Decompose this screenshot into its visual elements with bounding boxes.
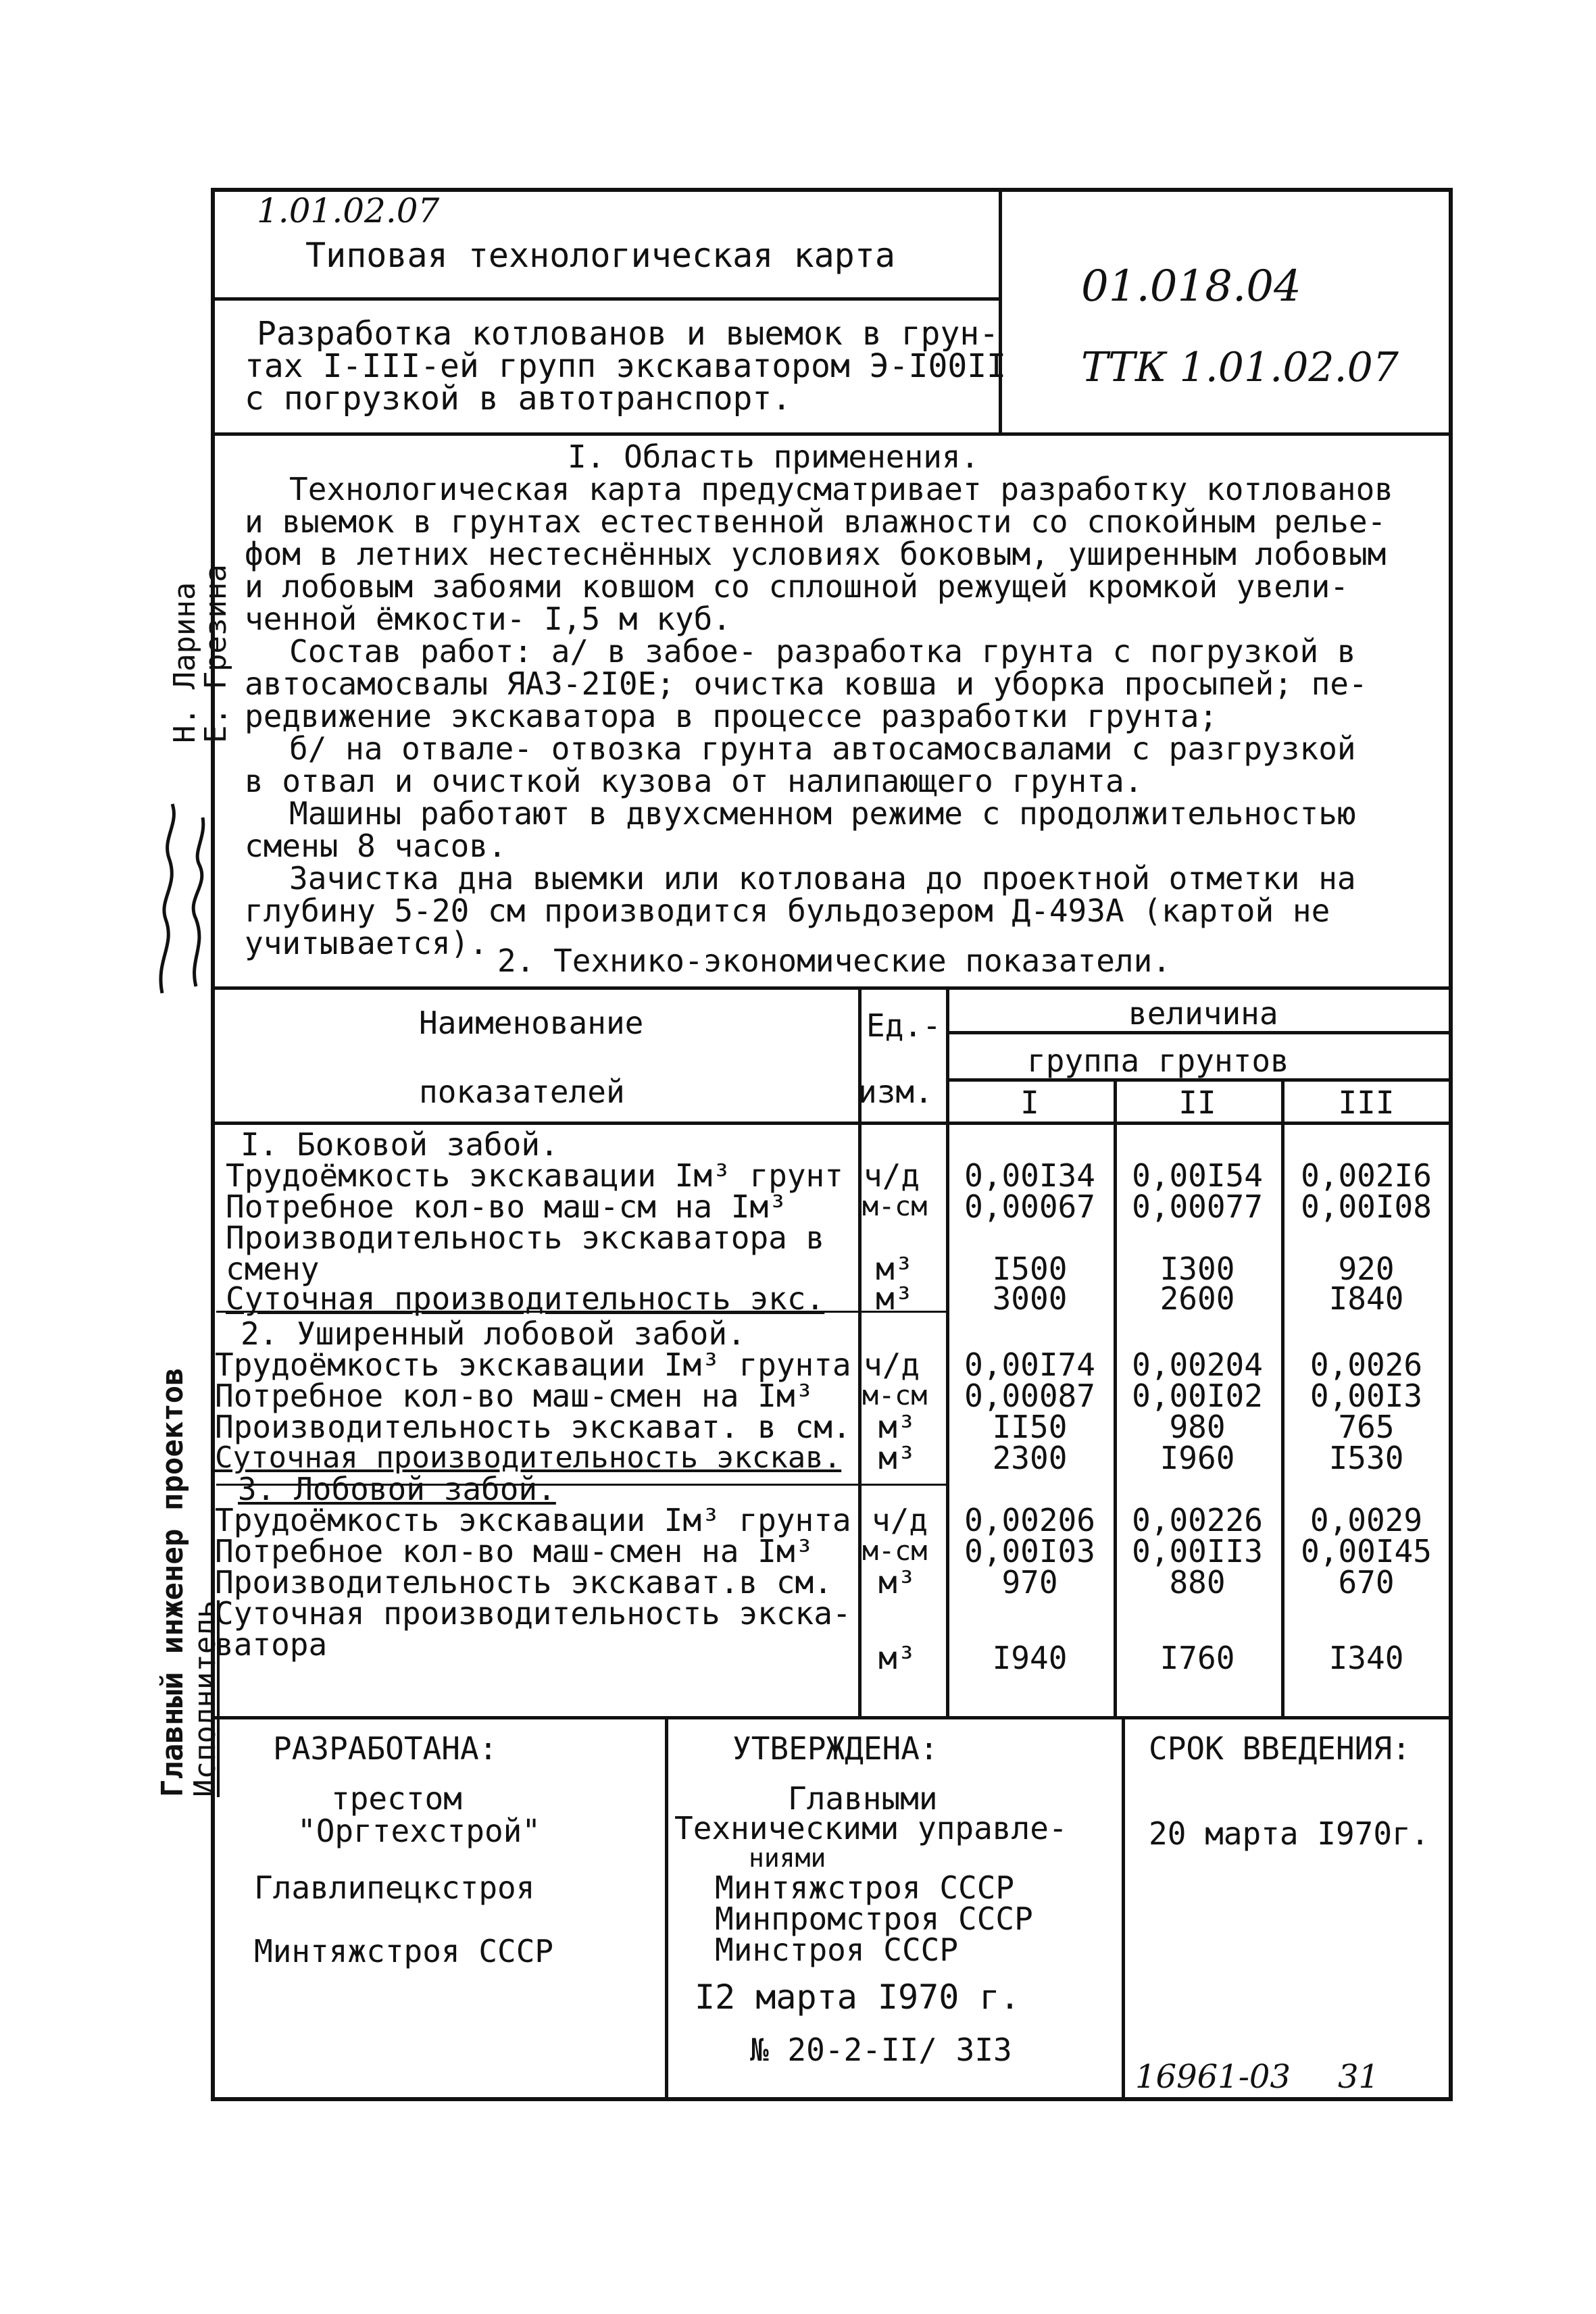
approved-line-5: Минпромстроя СССР	[715, 1901, 1033, 1937]
table-row-name: Потребное кол-во маш-смен на Iм³	[215, 1533, 814, 1569]
developed-line-6: Минтяжстроя СССР	[254, 1933, 554, 1969]
table-row-unit: м³	[878, 1409, 916, 1445]
table-cell: 0,00077	[1132, 1188, 1263, 1225]
table-row-name: 3. Лобовой забой.	[238, 1471, 556, 1507]
table-row-unit: м³	[876, 1251, 914, 1287]
section1-line-10: в отвал и очисткой кузова от налипающего грунта.	[245, 763, 1143, 799]
table-cell: 0,00II3	[1132, 1533, 1263, 1569]
intro-date: 20 марта I970г.	[1149, 1815, 1430, 1852]
table-cell: 0,00067	[964, 1188, 1095, 1225]
footer-divider-1	[665, 1716, 668, 2101]
section1-line-15: учитывается).	[245, 925, 489, 961]
table-cell: I960	[1159, 1440, 1235, 1476]
table-head-unit-1: Ед.-	[866, 1007, 941, 1044]
table-cell: I940	[992, 1640, 1068, 1676]
stamp-code-1: 01.018.04	[1081, 261, 1301, 311]
table-row-unit: м-см	[862, 1536, 928, 1567]
approved-line-3: ниями	[749, 1843, 826, 1873]
intro-heading: СРОК ВВЕДЕНИЯ:	[1149, 1730, 1411, 1767]
header-bottom-line	[212, 432, 1451, 436]
section1-line-2: и выемок в грунтах естественной влажности со спокойным релье-	[245, 503, 1387, 540]
table-cell: 2300	[992, 1440, 1068, 1476]
table-head-unit-2: изм.	[858, 1074, 933, 1110]
section1-line-3: фом в летних нестеснённых условиях боковым, уширенным лобовым	[245, 536, 1387, 572]
table-row-unit: м-см	[862, 1191, 928, 1222]
table-row-name: Трудоёмкость экскавации Iм³ грунта	[215, 1347, 851, 1383]
table-cell: 0,0026	[1310, 1347, 1423, 1383]
table-cell: I340	[1328, 1640, 1404, 1676]
handwritten-number: 16961-03	[1135, 2058, 1291, 2096]
table-row-unit: м³	[878, 1640, 916, 1676]
table-row-name: I. Боковой забой.	[241, 1126, 559, 1163]
section1-line-12: смены 8 часов.	[245, 828, 507, 864]
approved-line-2: Техническими управле-	[674, 1810, 1068, 1846]
table-row-unit: м³	[876, 1280, 914, 1317]
section2-heading: 2. Технико-экономические показатели.	[497, 942, 1171, 979]
table-cell: I530	[1328, 1440, 1404, 1476]
table-row-name: ватора	[215, 1626, 328, 1663]
section-bottom-line	[212, 986, 1451, 990]
title-line-3: с погрузкой в автотранспорт.	[245, 380, 792, 418]
section1-line-6: Состав работ: а/ в забое- разработка грунта с погрузкой в	[289, 633, 1356, 670]
approved-line-1: Главными	[788, 1780, 938, 1817]
section1-line-4: и лобовым забоями ковшом со сплошной режущей кромкой увели-	[245, 568, 1349, 605]
developed-line-2: "Оргтехстрой"	[297, 1813, 541, 1849]
table-head-col-1: I	[1020, 1084, 1039, 1121]
table-cell: 2600	[1159, 1280, 1235, 1317]
title-line-2: тах I-III-ей групп экскаватором Э-I00II	[245, 347, 1007, 385]
approved-number: № 20-2-II/ 3I3	[750, 2032, 1012, 2068]
table-row-unit: ч/д	[864, 1157, 920, 1194]
approved-line-6: Минстроя СССР	[715, 1932, 959, 1968]
table-row-unit: м-см	[862, 1380, 928, 1411]
table-cell: II50	[992, 1409, 1068, 1445]
section1-line-1: Технологическая карта предусматривает разработку котлованов	[289, 471, 1393, 507]
table-cell: 0,00I3	[1310, 1378, 1423, 1414]
approved-date: I2 марта I970 г.	[695, 1978, 1020, 2017]
stamp-code-2: ТТК 1.01.02.07	[1081, 344, 1399, 391]
table-row-name: Потребное кол-во маш-смен на Iм³	[215, 1378, 814, 1414]
table-row-unit: ч/д	[872, 1502, 928, 1538]
table-bottom	[212, 1716, 1451, 1719]
table-row-name: Трудоёмкость экскавации Iм³ грунта	[215, 1502, 851, 1538]
header-divider	[999, 189, 1002, 432]
section1-line-14: глубину 5-20 см производится бульдозером Д-493А (картой не	[245, 892, 1330, 929]
table-cell: 0,0029	[1310, 1502, 1423, 1538]
table-head-name-2: показателей	[419, 1074, 625, 1110]
table-cell: 670	[1338, 1564, 1395, 1601]
table-head-value: величина	[1128, 995, 1278, 1032]
section1-line-11: Машины работают в двухсменном режиме с продолжительностью	[289, 795, 1356, 832]
table-cell: I760	[1159, 1640, 1235, 1676]
table-cell: 970	[1001, 1564, 1058, 1601]
table-cell: 920	[1338, 1251, 1395, 1287]
table-cell: 0,00I54	[1132, 1157, 1263, 1194]
table-head-col-3: III	[1338, 1084, 1395, 1121]
section1-line-8: редвижение экскаватора в процессе разработки грунта;	[245, 698, 1218, 734]
table-cell: 0,00I08	[1301, 1188, 1432, 1225]
table-cell: 880	[1169, 1564, 1226, 1601]
table-cell: I840	[1328, 1280, 1404, 1317]
table-cell: 0,00I74	[964, 1347, 1095, 1383]
table-row-name: Суточная производительность экс.	[226, 1280, 825, 1317]
developed-line-1: трестом	[331, 1780, 462, 1817]
table-cell: 0,00I45	[1301, 1533, 1432, 1569]
table-cell: 0,00226	[1132, 1502, 1263, 1538]
section1-line-13: Зачистка дна выемки или котлована до проектной отметки на	[289, 860, 1356, 897]
table-row-unit: м³	[878, 1440, 916, 1476]
section1-line-5: ченной ёмкости- I,5 м куб.	[245, 601, 732, 637]
table-row-unit: м³	[878, 1564, 916, 1601]
table-cell: 0,002I6	[1301, 1157, 1432, 1194]
table-row-name: Производительность экскаватора в	[226, 1219, 825, 1256]
signature-marks	[142, 797, 216, 1000]
table-row-name: Производительность экскават.в см.	[215, 1564, 832, 1601]
table-row-name: смену	[226, 1251, 320, 1287]
sidebar-executor: Исполнитель	[188, 1600, 222, 1797]
table-cell: 0,00087	[964, 1378, 1095, 1414]
section1-heading: I. Область применения.	[568, 438, 980, 475]
table-cell: 0,00I03	[964, 1533, 1095, 1569]
approved-line-4: Минтяжстроя СССР	[715, 1869, 1015, 1906]
table-row-name: Трудоёмкость экскавации Iм³ грунт	[226, 1157, 843, 1194]
table-cell: 980	[1169, 1409, 1226, 1445]
developed-heading: РАЗРАБОТАНА:	[273, 1730, 498, 1767]
sidebar-name-larina: Н. Ларина	[168, 582, 202, 743]
table-head-group: группа грунтов	[1027, 1042, 1289, 1079]
footer-divider-2	[1122, 1716, 1125, 2101]
approved-heading: УТВЕРЖДЕНА:	[732, 1730, 939, 1767]
table-row-unit: ч/д	[864, 1347, 920, 1383]
table-cell: 0,00206	[964, 1502, 1095, 1538]
table-row-name: Потребное кол-во маш-см на Iм³	[226, 1188, 787, 1225]
table-row-name: 2. Уширенный лобовой забой.	[241, 1315, 746, 1352]
handwritten-page: 31	[1338, 2058, 1380, 2096]
title-line-1: Разработка котлованов и выемок в грун-	[257, 315, 999, 353]
sidebar-name-grezina: Е. Грезина	[199, 564, 233, 743]
code-handwritten: 1.01.02.07	[257, 191, 440, 230]
table-cell: 0,00I34	[964, 1157, 1095, 1194]
sidebar-chief-engineer: Главный инженер проектов	[155, 1367, 190, 1797]
table-head-name-1: Наименование	[419, 1005, 644, 1041]
table-cell: 0,00I02	[1132, 1378, 1263, 1414]
section1-line-7: автосамосвалы ЯАЗ-2I0Е; очистка ковша и уборка просыпей; пе-	[245, 665, 1368, 702]
table-head-col-2: II	[1178, 1084, 1216, 1121]
table-row-name: Суточная производительность экска-	[215, 1595, 851, 1632]
table-cell: I300	[1159, 1251, 1235, 1287]
section1-line-9: б/ на отвале- отвозка грунта автосамосвалами с разгрузкой	[289, 730, 1356, 767]
table-cell: 0,00204	[1132, 1347, 1263, 1383]
table-row-name: Производительность экскават. в см.	[215, 1409, 851, 1445]
table-cell: I500	[992, 1251, 1068, 1287]
table-cell: 765	[1338, 1409, 1395, 1445]
table-head-bottom	[212, 1122, 1451, 1125]
table-cell: 3000	[992, 1280, 1068, 1317]
developed-line-4: Главлипецкстроя	[254, 1869, 535, 1906]
header-hline	[212, 297, 1000, 301]
doc-type: Типовая технологическая карта	[305, 236, 895, 275]
table-row-name: Суточная производительность экскав.	[215, 1440, 842, 1475]
